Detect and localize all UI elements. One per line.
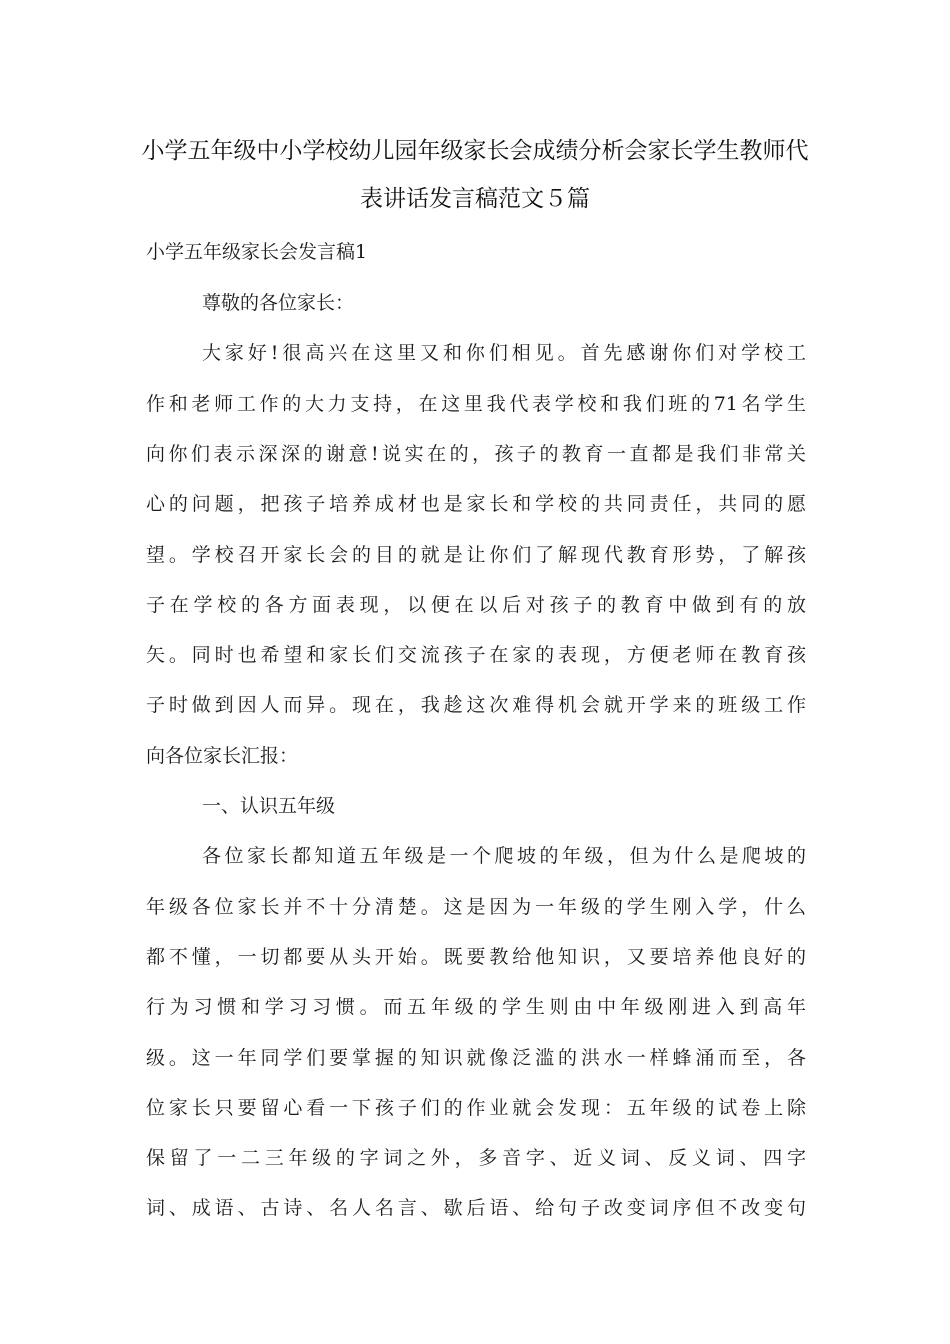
body-line: 作和老师工作的大力支持，在这里我代表学校和我们班的71名学生	[146, 392, 806, 415]
body-line: 矢。同时也希望和家长们交流孩子在家的表现，方便老师在教育孩	[146, 644, 806, 667]
body-line: 一、认识五年级	[202, 795, 336, 817]
body-line: 级。这一年同学们要掌握的知识就像泛滥的洪水一样蜂涌而至，各	[146, 1046, 806, 1069]
body-line: 大家好!很高兴在这里又和你们相见。首先感谢你们对学校工	[202, 342, 806, 365]
document-title-line-2: 表讲话发言稿范文５篇	[360, 186, 590, 212]
body-line: 保留了一二三年级的字词之外，多音字、近义词、反义词、四字	[146, 1147, 806, 1170]
section-heading: 小学五年级家长会发言稿1	[146, 241, 368, 263]
body-line: 各位家长都知道五年级是一个爬坡的年级，但为什么是爬坡的	[202, 845, 806, 868]
body-line: 年级各位家长并不十分清楚。这是因为一年级的学生刚入学，什么	[146, 895, 806, 918]
body-line: 位家长只要留心看一下孩子们的作业就会发现：五年级的试卷上除	[146, 1096, 806, 1119]
document-title-line-1: 小学五年级中小学校幼儿园年级家长会成绩分析会家长学生教师代	[141, 138, 809, 164]
body-line: 望。学校召开家长会的目的就是让你们了解现代教育形势，了解孩	[146, 543, 806, 566]
body-line: 子在学校的各方面表现，以便在以后对孩子的教育中做到有的放	[146, 593, 806, 616]
body-line: 向各位家长汇报：	[146, 744, 299, 767]
body-line: 尊敬的各位家长：	[202, 292, 355, 314]
body-line: 都不懂，一切都要从头开始。既要教给他知识，又要培养他良好的	[146, 945, 806, 968]
body-line: 行为习惯和学习习惯。而五年级的学生则由中年级刚进入到高年	[146, 996, 806, 1019]
body-line: 心的问题，把孩子培养成材也是家长和学校的共同责任，共同的愿	[146, 493, 806, 516]
body-line: 词、成语、古诗、名人名言、歇后语、给句子改变词序但不改变句	[146, 1197, 806, 1220]
body-line: 子时做到因人而异。现在，我趁这次难得机会就开学来的班级工作	[146, 694, 806, 717]
body-line: 向你们表示深深的谢意!说实在的，孩子的教育一直都是我们非常关	[146, 442, 806, 465]
